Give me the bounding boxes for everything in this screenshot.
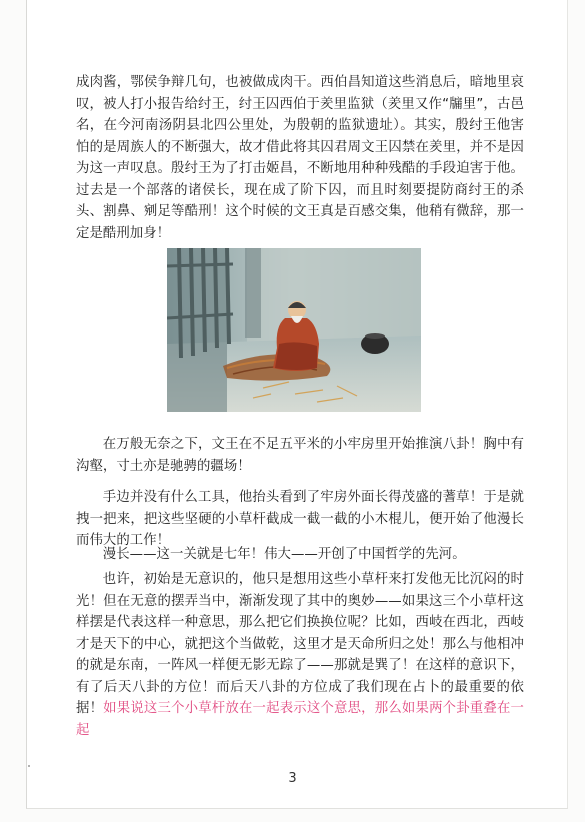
paragraph-3: 手边并没有什么工具，他抬头看到了牢房外面长得茂盛的蓍草！于是就拽一把来，把这些坚硬的小草杆截成一截一截的小木棍儿，便开始了他漫长而伟大的工作！ [76,490,524,548]
paragraph-5-highlight: 如果说这三个小草杆放在一起表示这个意思，那么如果两个卦重叠在一起 [76,701,524,738]
paragraph-2: 在万般无奈之下，文王在不足五平米的小牢房里开始推演八卦！胸中有沟壑，寸土亦是驰骋的疆场！ [76,437,524,474]
illustration-drawing [167,248,421,412]
prison-illustration [167,248,421,412]
paragraph-5 [76,569,524,741]
paragraph-5-text: 也许，初始是无意识的，他只是想用这些小草杆来打发他无比沉闷的时光！但在无意的摆弄当中，渐渐发现了其中的奥妙——如果这三个小草杆这样摆是代表这样一种意思，那么把它们换换位呢？比如，西岐在西北，西岐才是天下的中心，就把这个当做乾，这里才是天命所归之处！那么与他相冲的就是东南，一阵风一样便无影无踪了——那就是巽了！在这样的意识下，有了后天八卦的方位！而后天八卦的方位成了我们现在占卜的最重要的依据！ [76,572,524,716]
paragraph-1: 成肉酱，鄂侯争辩几句，也被做成肉干。西伯昌知道这些消息后，暗地里哀叹，被人打小报告给纣王，纣王囚西伯于羑里监狱（羑里又作“牖里”，古邑名，在今河南汤阴县北四公里处，为殷朝的监狱遗址）。其实，殷纣王他害怕的是周族人的不断强大，故才借此将其囚君周文王囚禁在羑里，并不是因为这一声叹息。殷纣王为了打击姬昌，不断地用种种残酷的手段迫害于他。过去是一个部落的诸侯长，现在成了阶下囚，而且时刻要提防商纣王的杀头、割鼻、剜足等酷刑！这个时候的文王真是百感交集，他稍有微辞，那一定是酷刑加身！ [76,75,524,241]
paragraph-4: 漫长——这一关就是七年！伟大——开创了中国哲学的先河。 [102,547,466,562]
scan-mark [28,765,30,767]
page-number: 3 [288,771,297,786]
